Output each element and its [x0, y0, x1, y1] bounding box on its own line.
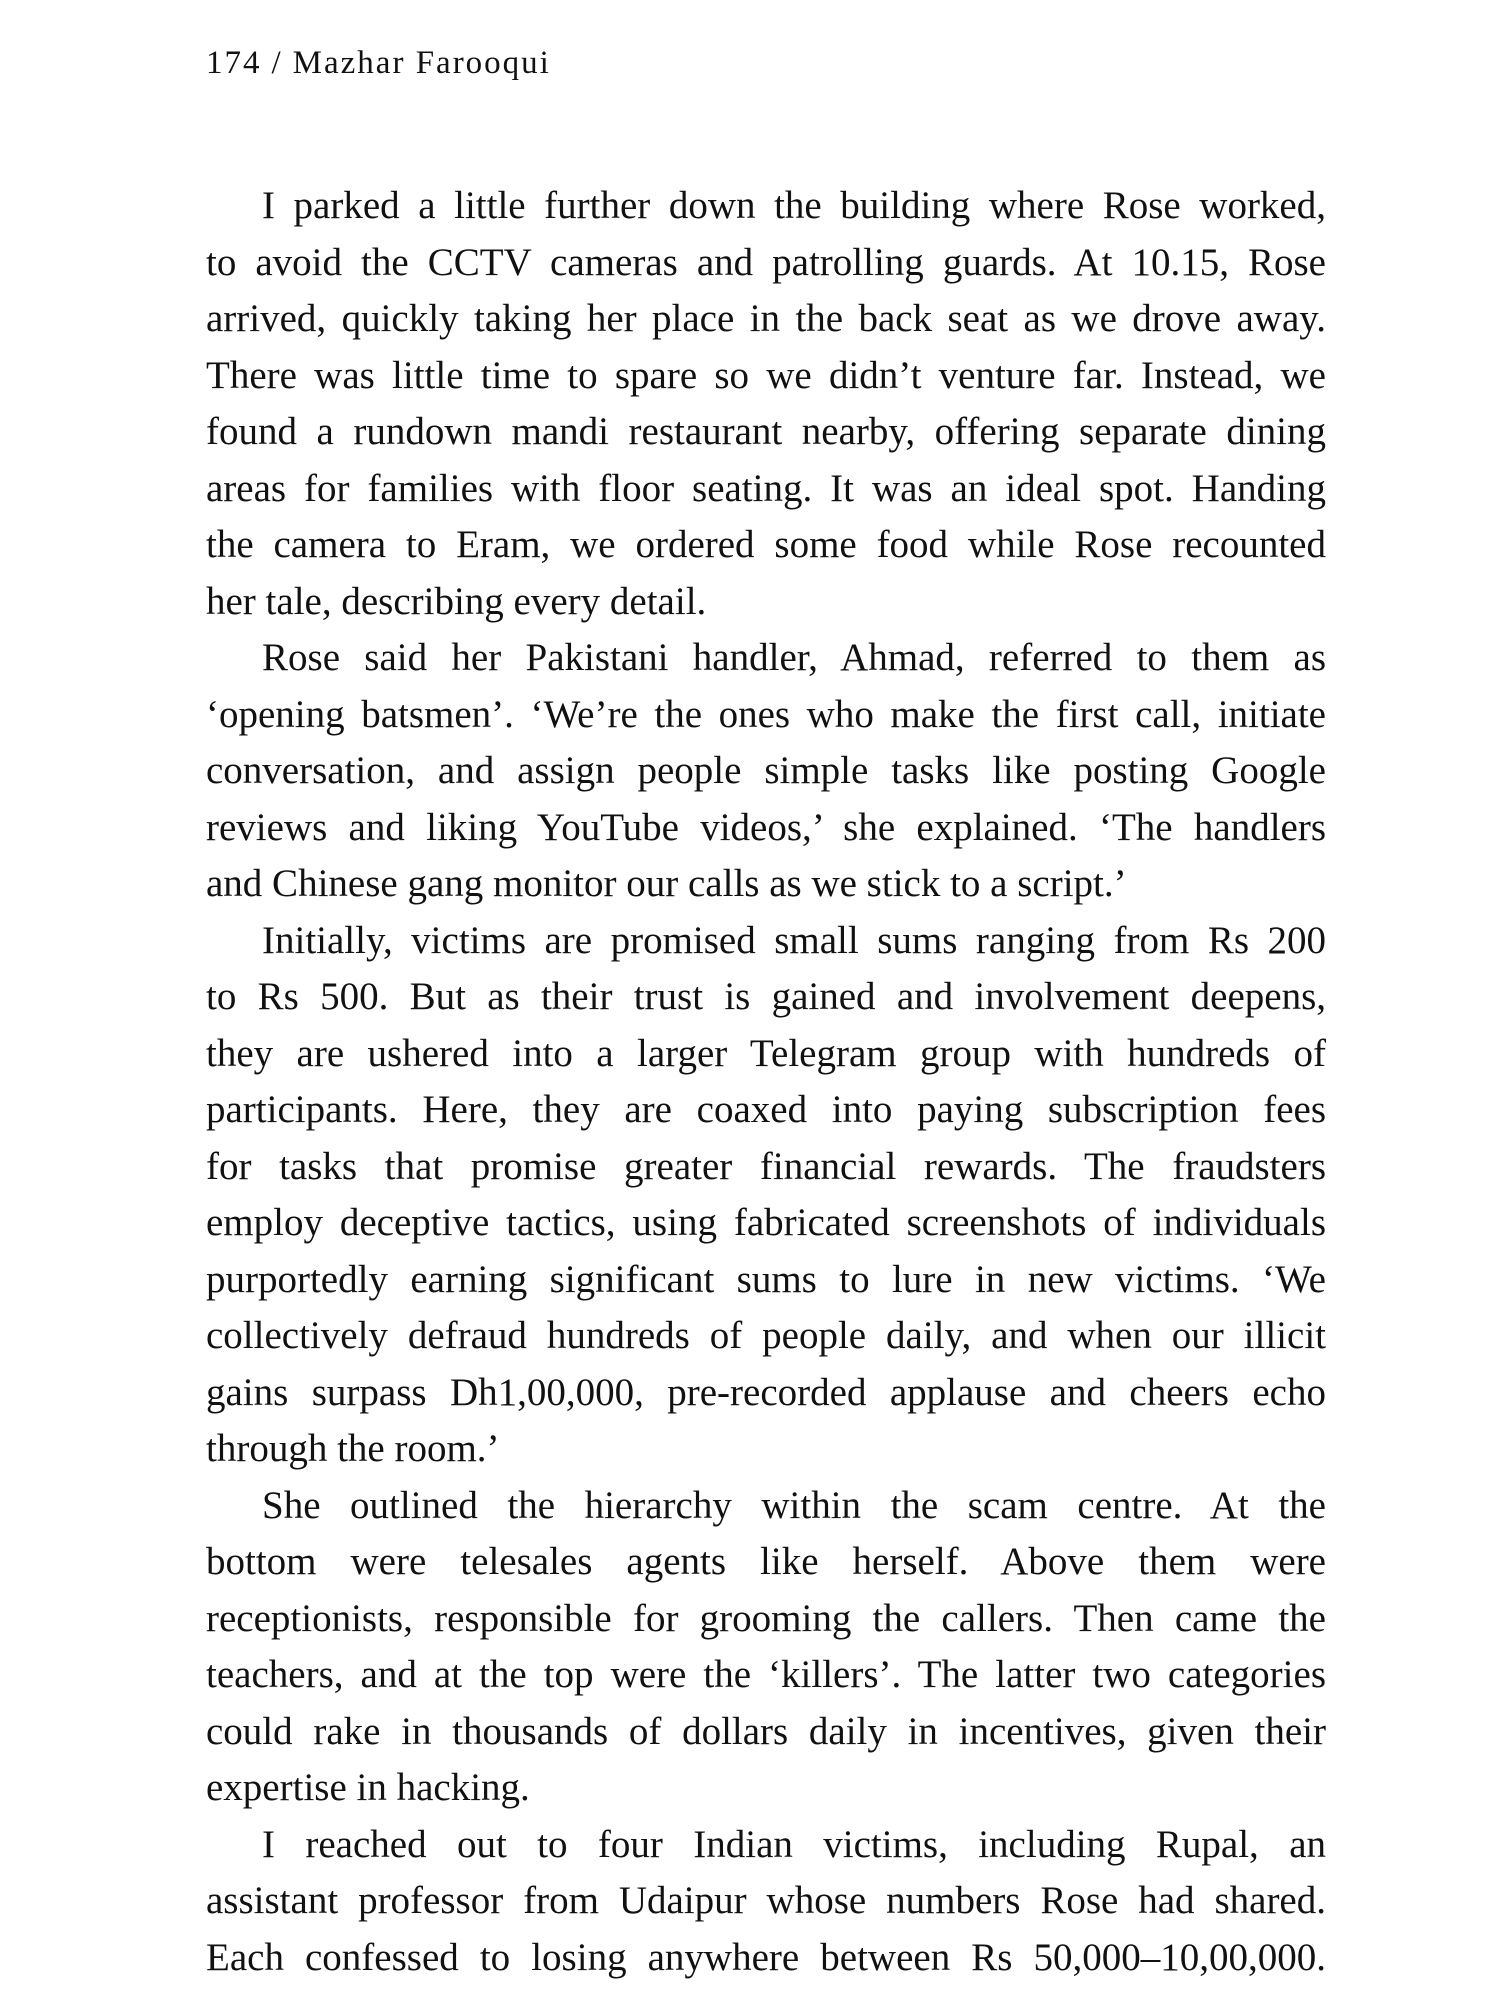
text-line: conversation, and assign people simple tasks like posting Google — [206, 749, 1326, 792]
text-line: through the room.’ — [206, 1427, 500, 1470]
paragraph-2 — [206, 630, 1326, 913]
text-line: Initially, victims are promised small sums ranging from Rs 200 — [262, 918, 1326, 962]
text-line: She outlined the hierarchy within the scam centre. At the — [262, 1483, 1326, 1527]
text-line: purportedly earning significant sums to lure in new victims. ‘We — [206, 1257, 1326, 1301]
text-line: they are ushered into a larger Telegram group with hundreds of — [206, 1031, 1326, 1075]
text-line: to Rs 500. But as their trust is gained and involvement deepens, — [206, 975, 1326, 1018]
author-name: Mazhar Farooqui — [292, 45, 551, 81]
text-line: gains surpass Dh1,00,000, pre-recorded applause and cheers echo — [206, 1370, 1326, 1414]
text-line: her tale, describing every detail. — [206, 579, 707, 623]
text-line: could rake in thousands of dollars daily in incentives, given their — [206, 1709, 1326, 1753]
text-line: There was little time to spare so we didn’t venture far. Instead, we — [206, 353, 1326, 397]
text-line: I reached out to four Indian victims, including Rupal, an — [262, 1822, 1326, 1866]
paragraph-5 — [206, 1817, 1326, 1987]
body-text — [206, 178, 1326, 1986]
text-line: receptionists, responsible for grooming the callers. Then came the — [206, 1596, 1326, 1640]
header-separator: / — [271, 45, 283, 81]
text-line: I parked a little further down the building where Rose worked, — [262, 184, 1326, 227]
text-line: Each confessed to losing anywhere between Rs 50,000–10,00,000. — [206, 1935, 1326, 1979]
running-head — [206, 38, 551, 88]
text-line: to avoid the CCTV cameras and patrolling guards. At 10.15, Rose — [206, 240, 1326, 284]
page-number: 174 — [206, 45, 262, 81]
text-line: assistant professor from Udaipur whose numbers Rose had shared. — [206, 1879, 1326, 1922]
text-line: areas for families with floor seating. It was an ideal spot. Handing — [206, 466, 1326, 510]
paragraph-1 — [206, 178, 1326, 630]
text-line: reviews and liking YouTube videos,’ she explained. ‘The handlers — [206, 805, 1326, 849]
text-line: the camera to Eram, we ordered some food while Rose recounted — [206, 523, 1326, 566]
text-line: arrived, quickly taking her place in the back seat as we drove away. — [206, 297, 1326, 340]
text-line: Rose said her Pakistani handler, Ahmad, referred to them as — [262, 636, 1326, 679]
text-line: teachers, and at the top were the ‘killers’. The latter two categories — [206, 1653, 1326, 1696]
text-line: for tasks that promise greater financial rewards. The fraudsters — [206, 1144, 1326, 1188]
text-line: collectively defraud hundreds of people daily, and when our illicit — [206, 1314, 1326, 1357]
paragraph-4 — [206, 1478, 1326, 1817]
text-line: expertise in hacking. — [206, 1766, 530, 1809]
text-line: ‘opening batsmen’. ‘We’re the ones who make the first call, initiate — [206, 692, 1326, 736]
text-line: and Chinese gang monitor our calls as we stick to a script.’ — [206, 862, 1127, 905]
paragraph-3 — [206, 913, 1326, 1478]
text-line: bottom were telesales agents like herself. Above them were — [206, 1540, 1326, 1583]
text-line: participants. Here, they are coaxed into paying subscription fees — [206, 1088, 1326, 1131]
text-line: found a rundown mandi restaurant nearby, offering separate dining — [206, 410, 1326, 453]
text-line: employ deceptive tactics, using fabricated screenshots of individuals — [206, 1201, 1326, 1244]
